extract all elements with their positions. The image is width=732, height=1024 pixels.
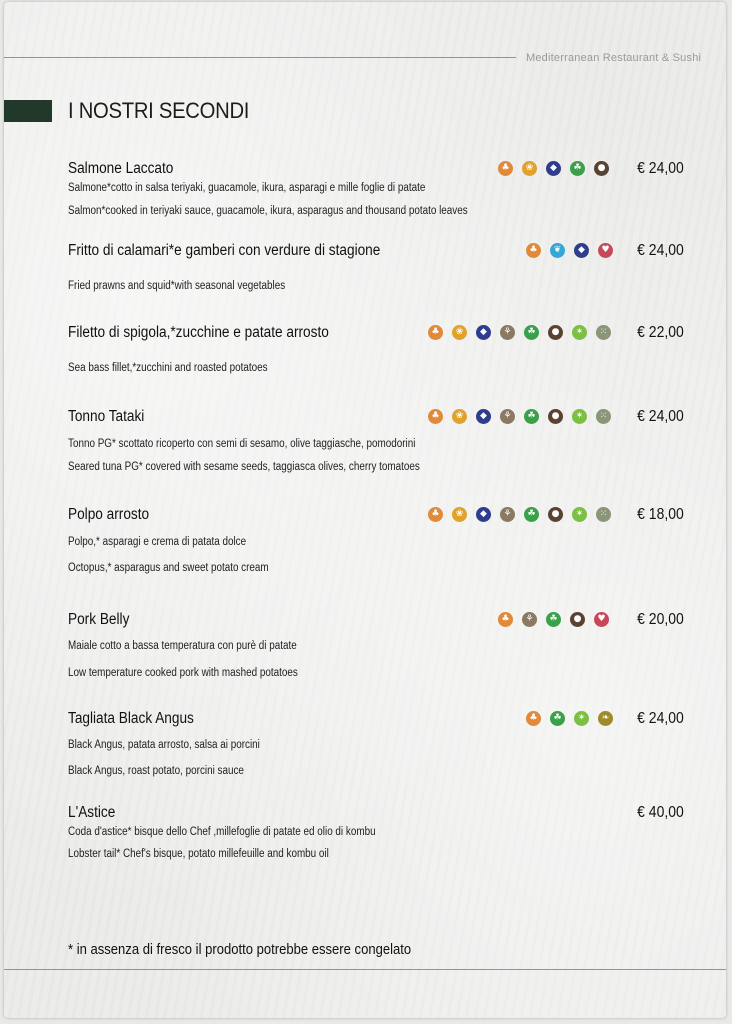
dairy-allergen-icon: ☘: [550, 711, 565, 726]
mustard-allergen-icon: ✶: [572, 507, 587, 522]
item-price: € 24,00: [637, 242, 684, 259]
item-price: € 40,00: [637, 804, 684, 821]
item-price: € 24,00: [637, 160, 684, 177]
gluten-allergen-icon: ♣: [428, 507, 443, 522]
eggs-allergen-icon: ●: [548, 409, 563, 424]
item-price: € 22,00: [637, 324, 684, 341]
item-description-en: Black Angus, roast potato, porcini sauce: [68, 765, 244, 777]
fish-allergen-icon: ◆: [476, 507, 491, 522]
eggs-allergen-icon: ●: [548, 507, 563, 522]
gluten-allergen-icon: ♣: [498, 612, 513, 627]
crustaceans-allergen-icon: ❀: [522, 161, 537, 176]
allergen-icons: [428, 409, 611, 424]
item-description-it: Black Angus, patata arrosto, salsa ai porcini: [68, 739, 260, 751]
item-description-en: Fried prawns and squid*with seasonal vegetables: [68, 280, 286, 292]
crustaceans-allergen-icon: ❀: [452, 409, 467, 424]
allergen-icons: [498, 161, 609, 176]
eggs-allergen-icon: ●: [570, 612, 585, 627]
item-name: Filetto di spigola,*zucchine e patate arrosto: [68, 324, 329, 341]
item-description-it: Polpo,* asparagi e crema di patata dolce: [68, 536, 247, 548]
gluten-allergen-icon: ♣: [526, 711, 541, 726]
allergen-icons: [428, 325, 611, 340]
item-description-it: Tonno PG* scottato ricoperto con semi di sesamo, olive taggiasche, pomodorini: [68, 438, 416, 450]
item-price: € 24,00: [637, 710, 684, 727]
item-name: Polpo arrosto: [68, 506, 150, 523]
restaurant-tagline: Mediterranean Restaurant & Sushi: [526, 52, 702, 64]
celery-allergen-icon: ⚘: [500, 325, 515, 340]
fish-allergen-icon: ◆: [476, 409, 491, 424]
item-description-en: Lobster tail* Chef's bisque, potato millefeuille and kombu oil: [68, 848, 329, 860]
item-name: Fritto di calamari*e gamberi con verdure di stagione: [68, 242, 381, 259]
item-description-en: Seared tuna PG* covered with sesame seeds, taggiasca olives, cherry tomatoes: [68, 461, 420, 473]
celery-allergen-icon: ⚘: [522, 612, 537, 627]
menu-page: [4, 2, 726, 1018]
frozen-product-footnote: * in assenza di fresco il prodotto potrebbe essere congelato: [68, 942, 412, 958]
dairy-allergen-icon: ☘: [524, 325, 539, 340]
item-description-it: Salmone*cotto in salsa teriyaki, guacamole, ikura, asparagi e mille foglie di patate: [68, 182, 426, 194]
allergen-icons: [498, 612, 609, 627]
molluscs-allergen-icon: ❦: [550, 243, 565, 258]
fish-allergen-icon: ◆: [476, 325, 491, 340]
top-divider: [4, 57, 516, 58]
item-name: Salmone Laccato: [68, 160, 174, 177]
celery-allergen-icon: ⚘: [500, 507, 515, 522]
item-name: Tagliata Black Angus: [68, 710, 194, 727]
celery-allergen-icon: ⚘: [500, 409, 515, 424]
item-name: L'Astice: [68, 804, 116, 821]
allergen-icons: [526, 711, 613, 726]
mustard-allergen-icon: ✶: [572, 325, 587, 340]
eggs-allergen-icon: ●: [548, 325, 563, 340]
crustaceans-allergen-icon: ❀: [452, 507, 467, 522]
item-price: € 20,00: [637, 611, 684, 628]
dairy-allergen-icon: ☘: [570, 161, 585, 176]
item-description-en: Octopus,* asparagus and sweet potato cream: [68, 562, 269, 574]
dairy-allergen-icon: ☘: [546, 612, 561, 627]
mustard-allergen-icon: ✶: [572, 409, 587, 424]
bottom-divider: [4, 969, 726, 970]
crustaceans-allergen-icon: ❀: [452, 325, 467, 340]
soy-allergen-icon: ♥: [598, 243, 613, 258]
item-description-en: Salmon*cooked in teriyaki sauce, guacamole, ikura, asparagus and thousand potato leaves: [68, 205, 468, 217]
item-description-en: Sea bass fillet,*zucchini and roasted potatoes: [68, 362, 268, 374]
allergen-icons: [428, 507, 611, 522]
sesame-allergen-icon: ⁙: [596, 409, 611, 424]
item-name: Tonno Tataki: [68, 408, 145, 425]
sesame-allergen-icon: ⁙: [596, 507, 611, 522]
item-price: € 24,00: [637, 408, 684, 425]
allergen-icons: [526, 243, 613, 258]
section-title: I NOSTRI SECONDI: [68, 98, 250, 123]
item-price: € 18,00: [637, 506, 684, 523]
gluten-allergen-icon: ♣: [498, 161, 513, 176]
fish-allergen-icon: ◆: [574, 243, 589, 258]
eggs-allergen-icon: ●: [594, 161, 609, 176]
soy-allergen-icon: ♥: [594, 612, 609, 627]
dairy-allergen-icon: ☘: [524, 507, 539, 522]
mustard-allergen-icon: ✶: [574, 711, 589, 726]
dairy-allergen-icon: ☘: [524, 409, 539, 424]
item-name: Pork Belly: [68, 611, 130, 628]
item-description-it: Coda d'astice* bisque dello Chef ,millefoglie di patate ed olio di kombu: [68, 826, 376, 838]
nuts-allergen-icon: ❧: [598, 711, 613, 726]
sesame-allergen-icon: ⁙: [596, 325, 611, 340]
gluten-allergen-icon: ♣: [428, 325, 443, 340]
item-description-en: Low temperature cooked pork with mashed potatoes: [68, 667, 298, 679]
gluten-allergen-icon: ♣: [428, 409, 443, 424]
item-description-it: Maiale cotto a bassa temperatura con purè di patate: [68, 640, 297, 652]
gluten-allergen-icon: ♣: [526, 243, 541, 258]
fish-allergen-icon: ◆: [546, 161, 561, 176]
section-accent-bar: [4, 100, 52, 122]
